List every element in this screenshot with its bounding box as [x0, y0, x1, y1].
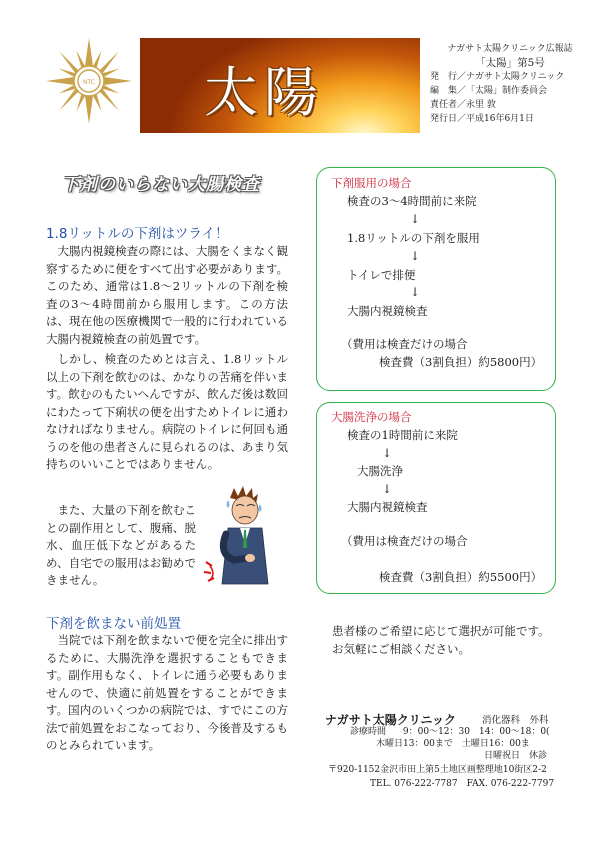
procedure-step: 大腸内視鏡検査: [347, 304, 428, 318]
down-arrow-icon: ↓: [382, 482, 393, 496]
hours-label: 診療時間: [350, 727, 387, 737]
laxative-procedure-box: [316, 167, 556, 391]
box-title: 下剤服用の場合: [331, 176, 412, 190]
sun-emblem-icon: [44, 36, 134, 126]
note-line: お気軽にご相談ください。: [332, 642, 470, 656]
down-arrow-icon: ↓: [410, 212, 421, 226]
down-arrow-icon: ↓: [410, 249, 421, 263]
consultation-note: [332, 622, 562, 658]
masthead-banner: [140, 38, 420, 133]
box-title: 大腸洗浄の場合: [331, 410, 412, 424]
section-heading: 下剤を飲まない前処置: [46, 616, 181, 632]
down-arrow-icon: ↓: [382, 446, 393, 460]
banner-title: 太陽: [204, 61, 324, 124]
procedure-step: 大腸洗浄: [357, 464, 403, 478]
procedure-step: 検査の1時間前に来院: [347, 428, 458, 442]
note-line: 患者様のご希望に応じて選択が可能です。: [332, 624, 550, 638]
fee-note: （費用は検査だけの場合: [341, 337, 468, 351]
colon-lavage-procedure-box: [316, 402, 556, 594]
fee-amount: 検査費（3割負担）約5500円）: [379, 570, 543, 584]
clinic-phone: TEL. 076-222-7787 FAX. 076-222-7797: [370, 779, 555, 789]
hours-weekday: 9：00〜12：30 14：00〜18：0(: [402, 727, 550, 737]
section-heading: 1.8リットルの下剤はツライ！: [46, 226, 229, 242]
hours-closed: 日曜祝日 休診: [484, 751, 548, 761]
svg-text:NTC: NTC: [83, 79, 95, 86]
hours-thursday-saturday: 木曜日13：00まで 土曜日16：00ま: [376, 739, 530, 749]
procedure-step: 1.8リットルの下剤を服用: [347, 231, 480, 245]
stomach-ache-man-illustration: [198, 484, 290, 592]
procedure-step: 大腸内視鏡検査: [347, 500, 428, 514]
paragraph: また、大量の下剤を飲むことの副作用として、腹痛、脱水、血圧低下などがあるため、自宅での服用はお勧めできません。: [46, 503, 196, 587]
responsible-line: 責任者／永里 敦: [430, 100, 496, 110]
editor-line: 編 集／「太陽」制作委員会: [430, 86, 548, 96]
fee-note: （費用は検査だけの場合: [341, 534, 468, 548]
procedure-step: 検査の3〜4時間前に来院: [347, 194, 477, 208]
clinic-address: 〒920-1152金沢市田上第5土地区画整理地10街区2-2: [328, 765, 547, 775]
paragraph: 大腸内視鏡検査の際には、大腸をくまなく観察するために便をすべて出す必要があります。このため、通常は1.8〜2リットルの下剤を検査の3〜4時間前から服用します。この方法は、現在他の医療機関で一般的に行われている大腸内視鏡検査の前処置です。: [46, 244, 288, 346]
procedure-step: トイレで排便: [347, 268, 416, 282]
main-headline: 下剤のいらない大腸検査: [62, 175, 260, 195]
clinic-name: ナガサト太陽クリニック: [325, 713, 457, 727]
down-arrow-icon: ↓: [410, 285, 421, 299]
paragraph: 当院では下剤を飲まないで便を完全に排出するために、大腸洗浄を選択することもできます。副作用もなく、トイレに通う必要もありませんので、快適に前処置をすることができます。国内のいくつかの病院では、すでにこの方法で前処置をおこなっており、今後普及するものとみられています。: [46, 633, 288, 752]
paragraph: しかし、検査のためとは言え、1.8リットル以上の下剤を飲むのは、かなりの苦痛を伴います。飲むのもたいへんですが、飲んだ後は数回にわたって下痢状の便を出すためトイレに通わなければなりません。病院のトイレに何回も通うのを他の患者さんに見られるのは、あまり気持ちのいいことではありません。: [46, 352, 288, 471]
masthead-info: [430, 42, 590, 126]
publisher-line: 発 行／ナガサト太陽クリニック: [430, 72, 565, 82]
fee-amount: 検査費（3割負担）約5800円）: [379, 355, 543, 369]
publication-name: ナガサト太陽クリニック広報誌: [447, 44, 573, 54]
clinic-hours: [350, 726, 580, 762]
issue-number: 「太陽」第5号: [475, 57, 545, 69]
issue-date: 発行日／平成16年6月1日: [430, 114, 534, 124]
clinic-departments: 消化器科 外科: [482, 715, 549, 726]
